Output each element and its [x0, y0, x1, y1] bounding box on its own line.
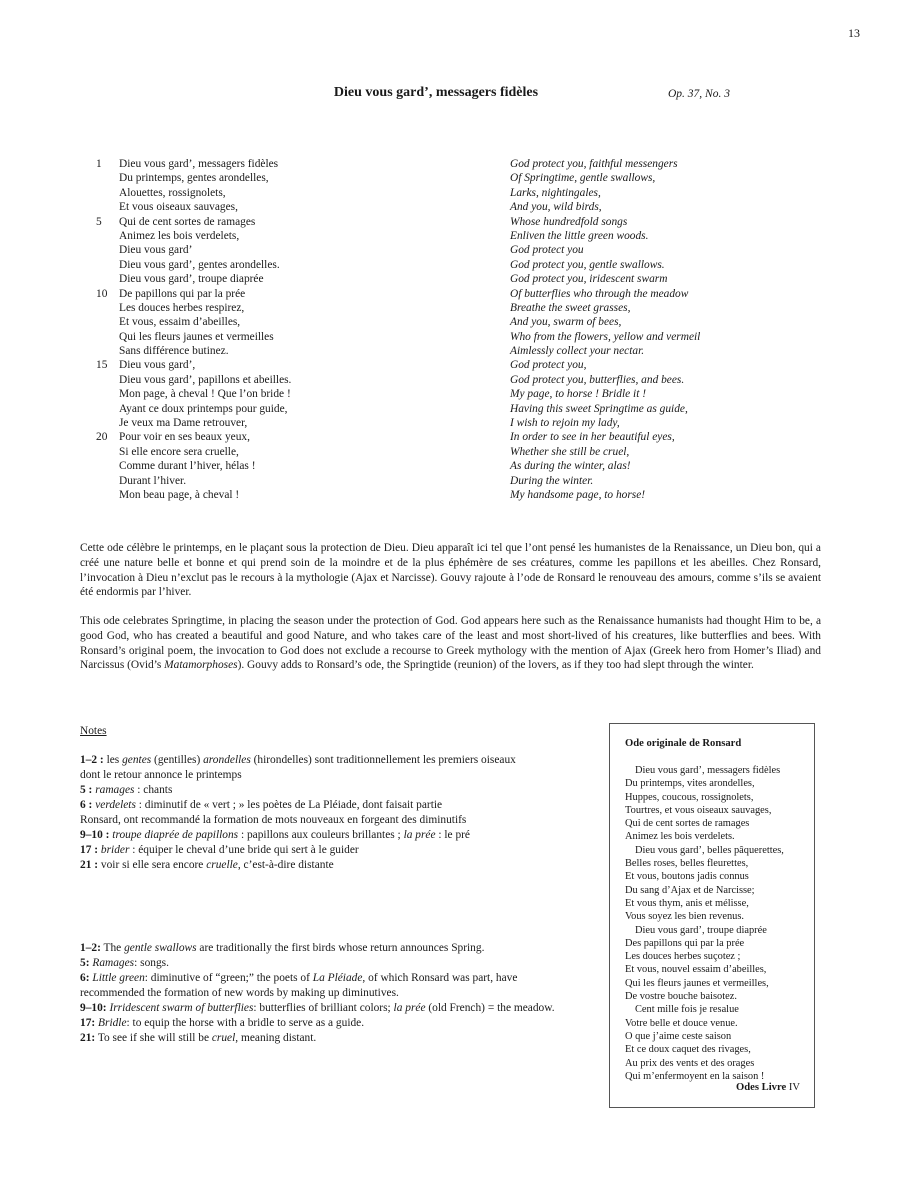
commentary-english-italic: Matamorphoses	[164, 659, 238, 672]
poem-line-french	[96, 157, 416, 171]
note-text: Ronsard, ont recommandé la formation de mots nouveaux en forgeant des diminutifs	[80, 814, 467, 826]
poem-line-text: Having this sweet Springtime as guide,	[510, 402, 688, 415]
note-text: : chants	[134, 784, 173, 796]
poem-line-text: Si elle encore sera cruelle,	[119, 445, 239, 458]
note-term: cruel	[211, 1032, 236, 1044]
opus-number: Op. 37, No. 3	[668, 88, 730, 100]
original-ode-line: Belles roses, belles fleurettes,	[625, 858, 749, 870]
original-ode-lines	[625, 764, 784, 1083]
poem-line-text: Les douces herbes respirez,	[119, 301, 245, 314]
poem-line-english	[510, 301, 830, 315]
note-ref: 5 :	[80, 784, 93, 796]
note-line	[80, 828, 600, 843]
note-term: Irridescent swarm of butterflies	[109, 1002, 254, 1014]
poem-line-english	[510, 330, 830, 344]
note-text: : diminutif de « vert ; » les poètes de La Pléiade, dont faisait partie	[135, 799, 443, 811]
poem-line-text: Ayant ce doux printemps pour guide,	[119, 402, 288, 415]
original-ode-line: Qui les fleurs jaunes et vermeilles,	[625, 977, 769, 989]
note-text: , c’est-à-dire distante	[237, 859, 334, 871]
note-line	[80, 1016, 610, 1031]
poem-line-text: Aimlessly collect your nectar.	[510, 345, 645, 358]
poem-line-english	[510, 200, 830, 214]
note-term: gentes	[122, 754, 152, 766]
original-ode-line: Au prix des vents et des orages	[625, 1057, 755, 1069]
poem-line-english	[510, 402, 830, 416]
note-text: are traditionally the first birds whose return announces Spring.	[196, 942, 485, 954]
note-text: recommended the formation of new words by making up diminutives.	[80, 987, 399, 999]
poem-line-french	[96, 315, 416, 329]
poem-line-english	[510, 157, 830, 171]
note-line	[80, 768, 600, 783]
note-text: : to equip the horse with a bridle to serve as a guide.	[126, 1017, 365, 1029]
note-line	[80, 956, 610, 971]
commentary-english	[80, 614, 821, 673]
poem-line-text: Who from the flowers, yellow and vermeil	[510, 330, 701, 343]
note-text: : papillons aux couleurs brillantes ;	[238, 829, 404, 841]
poem-line-english	[510, 358, 830, 372]
note-ref: 21 :	[80, 859, 99, 871]
note-ref: 1–2:	[80, 942, 101, 954]
note-text: les	[103, 754, 123, 766]
poem-line-english	[510, 243, 830, 257]
poem-line-french	[96, 459, 416, 473]
line-number: 10	[96, 287, 108, 300]
original-ode-line: Huppes, coucous, rossignolets,	[625, 791, 754, 803]
original-ode-line: Vous soyez les bien revenus.	[625, 911, 744, 923]
note-text: (old French) = the meadow.	[425, 1002, 555, 1014]
poem-line-english	[510, 373, 830, 387]
poem-line-text: My handsome page, to horse!	[510, 488, 646, 501]
notes-french	[80, 753, 600, 873]
note-text: , of which Ronsard was part, have	[362, 972, 518, 984]
note-line	[80, 1031, 610, 1046]
poem-line-french	[96, 171, 416, 185]
original-ode-line: O que j’aime ceste saison	[625, 1030, 732, 1042]
note-term: arondelles	[203, 754, 251, 766]
poem-line-text: Of butterflies who through the meadow	[510, 287, 689, 300]
original-ode-line: Et ce doux caquet des rivages,	[625, 1044, 751, 1056]
poem-line-english	[510, 229, 830, 243]
note-text: To see if she will still be	[95, 1032, 212, 1044]
poem-line-english	[510, 272, 830, 286]
note-text: : songs.	[134, 957, 169, 969]
note-text: dont le retour annonce le printemps	[80, 769, 242, 781]
poem-line-text: Pour voir en ses beaux yeux,	[119, 431, 250, 444]
poem-line-english	[510, 344, 830, 358]
poem-line-text: God protect you,	[510, 359, 587, 372]
note-line	[80, 858, 600, 873]
original-ode-title: Ode originale de Ronsard	[625, 738, 742, 749]
poem-line-text: Et vous, essaim d’abeilles,	[119, 316, 241, 329]
original-ode-line: Tourtres, et vous oiseaux sauvages,	[625, 804, 772, 816]
poem-line-text: Dieu vous gard’,	[119, 359, 196, 372]
poem-line-text: Qui les fleurs jaunes et vermeilles	[119, 330, 274, 343]
poem-line-text: Dieu vous gard’, troupe diaprée	[119, 273, 264, 286]
note-text: (hirondelles) sont traditionnellement les premiers oiseaux	[250, 754, 516, 766]
note-term: La Pléiade	[312, 972, 363, 984]
original-ode-source-book: Odes Livre	[736, 1082, 787, 1093]
note-text: voir si elle sera encore	[98, 859, 207, 871]
poem-line-text: And you, wild birds,	[510, 201, 602, 214]
note-line	[80, 753, 600, 768]
line-number: 15	[96, 359, 108, 372]
commentary-french: Cette ode célèbre le printemps, en le plaçant sous la protection de Dieu. Dieu apparaît ici tel que l’ont pensé les humanistes de la Renaissance, un Dieu bon, qui a créé une nature belle et bonne et qui prend soin de la moindre et de la plus éphémère de ses créatures, comme les papillons et les abeilles. Chez Ronsard, l’invocation à Dieu n’exclut pas le recours à la mythologie (Ajax et Narcisse). Gouvy rajoute à l’ode de Ronsard le renouveau des amours, comme s’ils se avaient été endormis par l’hiver.	[80, 542, 821, 599]
poem-line-text: Et vous oiseaux sauvages,	[119, 201, 238, 214]
poem-line-french	[96, 358, 416, 372]
note-line	[80, 783, 600, 798]
poem-line-english	[510, 215, 830, 229]
poem-line-french	[96, 416, 416, 430]
original-ode-line: Votre belle et douce venue.	[625, 1017, 738, 1029]
poem-line-text: In order to see in her beautiful eyes,	[510, 431, 675, 444]
note-term: ramages	[95, 784, 135, 796]
poem-line-text: During the winter.	[510, 474, 594, 487]
poem-line-text: God protect you	[510, 244, 584, 257]
poem-line-french	[96, 229, 416, 243]
poem-line-text: Durant l’hiver.	[119, 474, 187, 487]
poem-line-english	[510, 171, 830, 185]
original-ode-line: Dieu vous gard’, troupe diaprée	[635, 924, 767, 936]
line-number: 20	[96, 431, 108, 444]
poem-line-french	[96, 344, 416, 358]
poem-line-english	[510, 445, 830, 459]
poem-line-text: Mon page, à cheval ! Que l’on bride !	[119, 388, 291, 401]
poem-line-english	[510, 474, 830, 488]
poem-line-text: God protect you, faithful messengers	[510, 158, 678, 170]
poem-line-text: I wish to rejoin my lady,	[510, 417, 620, 430]
note-term: la prée	[403, 829, 436, 841]
poem-line-text: Breathe the sweet grasses,	[510, 301, 631, 314]
poem-line-french	[96, 243, 416, 257]
poem-line-french	[96, 488, 416, 502]
original-ode-box	[609, 723, 815, 1108]
note-ref: 9–10:	[80, 1002, 107, 1014]
page-number: 13	[848, 26, 860, 40]
note-line	[80, 813, 600, 828]
note-line	[80, 941, 610, 956]
poem-line-english	[510, 416, 830, 430]
note-ref: 5:	[80, 957, 90, 969]
poem-line-english	[510, 430, 830, 444]
original-ode-line: Des papillons qui par la prée	[625, 937, 745, 949]
commentary-english-part2: ). Gouvy adds to Ronsard’s ode, the Springtide (reunion) of the lovers, as if they too had slept through the winter.	[237, 659, 754, 672]
poem-line-text: Je veux ma Dame retrouver,	[119, 417, 248, 430]
note-ref: 17 :	[80, 844, 99, 856]
poem-line-english	[510, 315, 830, 329]
poem-line-text: My page, to horse ! Bridle it !	[510, 388, 647, 401]
note-text: : diminutive of “green;” the poets of	[144, 972, 313, 984]
poem-line-text: Enliven the little green woods.	[510, 229, 649, 242]
poem-line-text: Dieu vous gard’	[119, 244, 193, 257]
note-text: The	[100, 942, 125, 954]
poem-line-french	[96, 215, 416, 229]
original-ode-line: Dieu vous gard’, belles pâquerettes,	[635, 844, 784, 856]
note-term: la prée	[393, 1002, 426, 1014]
poem-line-french	[96, 258, 416, 272]
poem-line-english	[510, 387, 830, 401]
poem-line-text: Dieu vous gard’, messagers fidèles	[119, 158, 279, 170]
poem-line-text: Larks, nightingales,	[510, 186, 601, 199]
line-number: 1	[96, 158, 102, 170]
poem-french	[96, 157, 416, 502]
original-ode-line: Et vous thym, anis et mélisse,	[625, 897, 749, 909]
original-ode-line: Qui m’enfermoyent en la saison !	[625, 1070, 765, 1082]
note-ref: 6 :	[80, 799, 93, 811]
notes-title: Notes	[80, 725, 107, 737]
original-ode-line: Cent mille fois je resalue	[635, 1004, 739, 1016]
note-line	[80, 1001, 610, 1016]
poem-line-text: De papillons qui par la prée	[119, 287, 246, 300]
poem-line-french	[96, 272, 416, 286]
poem-line-text: Animez les bois verdelets,	[119, 229, 240, 242]
poem-english	[510, 157, 830, 502]
note-term: brider	[100, 844, 130, 856]
original-ode-line: Les douces herbes suçotez ;	[625, 951, 741, 963]
poem-line-text: Dieu vous gard’, gentes arondelles.	[119, 258, 280, 271]
note-text: : le pré	[435, 829, 470, 841]
note-term: verdelets	[95, 799, 136, 811]
note-ref: 17:	[80, 1017, 96, 1029]
poem-line-text: Mon beau page, à cheval !	[119, 488, 240, 501]
original-ode-line: Et vous, nouvel essaim d’abeilles,	[625, 964, 767, 976]
poem-line-text: God protect you, iridescent swarm	[510, 273, 668, 286]
commentary-english-part1: This ode celebrates Springtime, in placing the season under the protection of God. God appears here such as the Renaissance humanists had thought Him to be, a good God, who has created a beautiful and good Nature, and who takes care of the least and most short-lived of his creatures, like butterflies and bees. With Ronsard’s original poem, the invocation to God does not exclude a recourse to Greek mythology with the mention of Ajax (Greek hero from Homer’s Iliad) and Narcissus (Ovid’s	[80, 615, 821, 672]
note-ref: 21:	[80, 1032, 96, 1044]
note-ref: 9–10 :	[80, 829, 110, 841]
poem-line-text: God protect you, butterflies, and bees.	[510, 373, 685, 386]
note-text: , meaning distant.	[235, 1032, 317, 1044]
poem-line-english	[510, 488, 830, 502]
note-line	[80, 986, 610, 1001]
note-text: : équiper le cheval d’une bride qui sert à le guider	[129, 844, 359, 856]
note-text: (gentilles)	[151, 754, 204, 766]
original-ode-source-volume: IV	[786, 1082, 800, 1093]
line-number: 5	[96, 215, 102, 228]
poem-line-french	[96, 186, 416, 200]
note-term: Little green	[92, 972, 145, 984]
poem-line-french	[96, 301, 416, 315]
poem-line-french	[96, 402, 416, 416]
song-title: Dieu vous gard’, messagers fidèles	[333, 85, 539, 100]
poem-line-french	[96, 200, 416, 214]
original-ode-line: Dieu vous gard’, messagers fidèles	[635, 765, 781, 776]
poem-line-french	[96, 373, 416, 387]
original-ode-source	[736, 1082, 800, 1093]
original-ode-line: Animez les bois verdelets.	[625, 831, 735, 843]
note-term: Ramages	[92, 957, 135, 969]
note-ref: 6:	[80, 972, 90, 984]
poem-line-english	[510, 459, 830, 473]
poem-line-text: And you, swarm of bees,	[510, 316, 622, 329]
poem-line-english	[510, 287, 830, 301]
poem-line-text: Dieu vous gard’, papillons et abeilles.	[119, 373, 292, 386]
poem-line-french	[96, 445, 416, 459]
poem-line-text: Alouettes, rossignolets,	[119, 186, 226, 199]
poem-line-french	[96, 474, 416, 488]
note-term: cruelle	[206, 859, 238, 871]
poem-line-french	[96, 387, 416, 401]
poem-line-text: Whether she still be cruel,	[510, 445, 630, 458]
poem-line-french	[96, 430, 416, 444]
note-line	[80, 971, 610, 986]
poem-line-text: God protect you, gentle swallows.	[510, 258, 665, 271]
note-line	[80, 843, 600, 858]
note-term: Bridle	[98, 1017, 127, 1029]
original-ode-line: Du sang d’Ajax et de Narcisse;	[625, 884, 755, 896]
note-ref: 1–2 :	[80, 754, 104, 766]
poem-line-text: Qui de cent sortes de ramages	[119, 215, 256, 228]
note-term: troupe diaprée de papillons	[112, 829, 239, 841]
original-ode-line: Du printemps, vites arondelles,	[625, 778, 755, 790]
poem-line-french	[96, 287, 416, 301]
notes-english	[80, 941, 610, 1046]
poem-line-text: Sans différence butinez.	[119, 345, 229, 358]
poem-line-text: Du printemps, gentes arondelles,	[119, 172, 269, 185]
poem-line-english	[510, 186, 830, 200]
original-ode-line: De vostre bouche baisotez.	[625, 991, 737, 1003]
note-line	[80, 798, 600, 813]
note-text: : butterflies of brilliant colors;	[253, 1002, 394, 1014]
poem-line-text: Comme durant l’hiver, hélas !	[119, 460, 256, 473]
poem-line-text: Of Springtime, gentle swallows,	[510, 172, 656, 185]
poem-line-text: Whose hundredfold songs	[510, 215, 628, 228]
poem-line-french	[96, 330, 416, 344]
original-ode-line: Et vous, boutons jadis connus	[625, 871, 749, 883]
note-term: gentle swallows	[124, 942, 197, 954]
poem-line-text: As during the winter, alas!	[510, 460, 631, 473]
original-ode-line: Qui de cent sortes de ramages	[625, 818, 750, 830]
poem-line-english	[510, 258, 830, 272]
